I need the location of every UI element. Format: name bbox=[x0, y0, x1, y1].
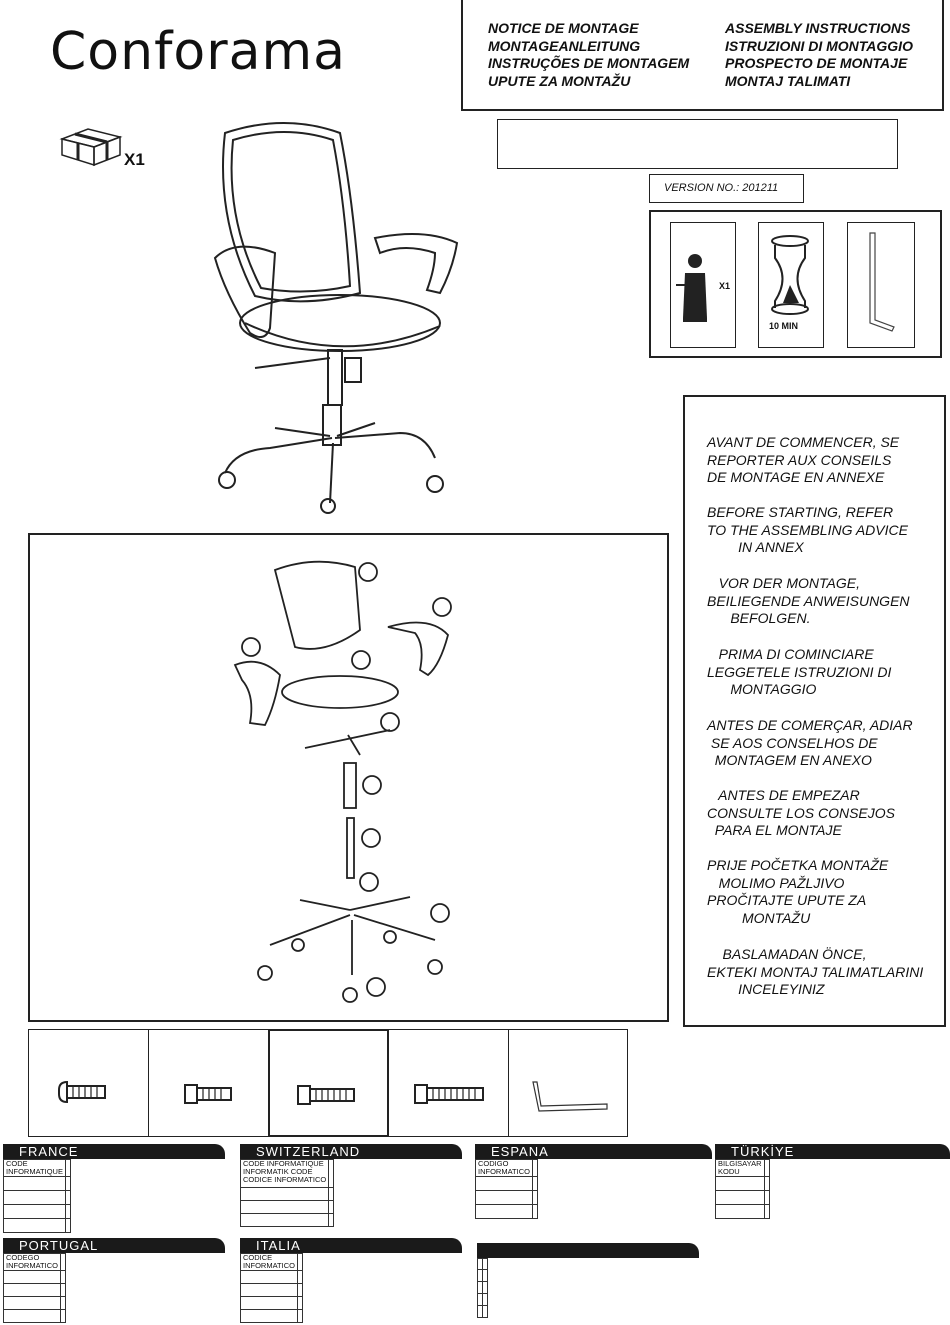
title-box bbox=[461, 0, 944, 111]
hex-bolt-short-icon bbox=[149, 1030, 267, 1134]
title-de: MONTAGEANLEITUNG bbox=[488, 37, 641, 54]
gas-cover-part bbox=[344, 763, 356, 808]
caster-part bbox=[258, 966, 272, 980]
time-label: 10 MIN bbox=[769, 321, 799, 331]
advice-hr: PRIJE POČETKA MONTAŽE MOLIMO PAŽLJIVO PROČITAJTE UPUTE ZA MONTAŽU bbox=[707, 857, 889, 926]
code-table bbox=[240, 1253, 303, 1323]
version-label: VERSION NO.: 201211 bbox=[649, 174, 804, 203]
title-tr: MONTAJ TALIMATI bbox=[725, 72, 851, 89]
code-table bbox=[475, 1159, 538, 1219]
title-it: ISTRUZIONI DI MONTAGGIO bbox=[725, 37, 913, 54]
persons-count: X1 bbox=[719, 281, 731, 291]
base-part bbox=[270, 897, 435, 975]
code-label: CODIGO INFORMATICO bbox=[476, 1160, 533, 1177]
parts-diagram bbox=[28, 533, 669, 1022]
country-name: TÜRKİYE bbox=[715, 1144, 950, 1159]
seat-part bbox=[282, 676, 398, 708]
titles-right bbox=[725, 20, 913, 90]
country-name: FRANCE bbox=[3, 1144, 225, 1159]
code-table bbox=[477, 1258, 488, 1318]
code-label: CODEGO INFORMATICO bbox=[4, 1254, 61, 1271]
time-panel bbox=[758, 222, 824, 348]
armrest-right-part bbox=[388, 623, 448, 676]
advice-it: PRIMA DI COMINCIARE LEGGETELE ISTRUZIONI DI MONTAGGIO bbox=[707, 646, 892, 698]
title-es: PROSPECTO DE MONTAJE bbox=[725, 55, 908, 71]
armrest-left-part bbox=[235, 662, 280, 725]
round-bolt-icon bbox=[29, 1030, 147, 1134]
hourglass-icon bbox=[759, 223, 822, 323]
country-name: PORTUGAL bbox=[3, 1238, 225, 1253]
country-name: ESPANA bbox=[475, 1144, 712, 1159]
code-label: CODE INFORMATIQUE INFORMATIK CODE CODICE INFORMATICO bbox=[241, 1160, 329, 1188]
country-name: ITALIA bbox=[240, 1238, 462, 1253]
mechanism-part bbox=[305, 730, 390, 755]
product-name-box bbox=[497, 119, 898, 169]
allen-key-icon bbox=[848, 223, 914, 343]
title-pt: INSTRUÇÕES DE MONTAGEM bbox=[488, 55, 690, 71]
code-table bbox=[3, 1159, 71, 1233]
brand-logo: Conforama bbox=[50, 22, 346, 82]
advice-es: ANTES DE EMPEZAR CONSULTE LOS CONSEJOS PARA EL MONTAJE bbox=[707, 787, 896, 839]
hex-bolt-medium-icon bbox=[270, 1031, 388, 1135]
country-name: SWITZERLAND bbox=[240, 1144, 462, 1159]
advice-de: VOR DER MONTAGE, BEILIEGENDE ANWEISUNGEN BEFOLGEN. bbox=[707, 575, 910, 627]
country-name bbox=[477, 1243, 699, 1258]
code-label: CODE INFORMATIQUE bbox=[4, 1160, 66, 1177]
backrest-part bbox=[275, 562, 360, 649]
advice-pt: ANTES DE COMERÇAR, ADIAR SE AOS CONSELHOS DE MONTAGEM EN ANEXO bbox=[707, 717, 913, 769]
tool-panel bbox=[847, 222, 915, 348]
advice-fr: AVANT DE COMMENCER, SE REPORTER AUX CONSEILS DE MONTAGE EN ANNEXE bbox=[707, 434, 900, 486]
hardware-box-5 bbox=[508, 1029, 628, 1137]
advice-tr: BASLAMADAN ÖNCE, EKTEKI MONTAJ TALIMATLARINI INCELEYINIZ bbox=[707, 946, 924, 998]
title-hr: UPUTE ZA MONTAŽU bbox=[488, 72, 631, 89]
office-chair-illustration bbox=[195, 118, 470, 518]
code-label: CODICE INFORMATICO bbox=[241, 1254, 298, 1271]
title-en: ASSEMBLY INSTRUCTIONS bbox=[725, 20, 911, 36]
hardware-box-3 bbox=[268, 1029, 389, 1137]
hex-bolt-long-icon bbox=[389, 1030, 507, 1134]
exploded-parts-drawing bbox=[30, 535, 667, 1020]
allen-wrench-icon bbox=[509, 1030, 625, 1134]
titles-left bbox=[488, 20, 689, 90]
code-label: BILGİSAYAR KODU bbox=[716, 1160, 765, 1177]
code-table bbox=[715, 1159, 770, 1219]
advice-box bbox=[683, 395, 946, 1027]
persons-panel bbox=[670, 222, 736, 348]
requirements-box bbox=[649, 210, 942, 358]
package-icon bbox=[58, 125, 128, 170]
gas-lift-part bbox=[347, 818, 354, 878]
hardware-box-1 bbox=[28, 1029, 149, 1137]
hardware-box-4 bbox=[388, 1029, 509, 1137]
code-table bbox=[3, 1253, 66, 1323]
hardware-box-2 bbox=[148, 1029, 269, 1137]
advice-en: BEFORE STARTING, REFER TO THE ASSEMBLING ADVICE IN ANNEX bbox=[707, 504, 908, 556]
title-fr: NOTICE DE MONTAGE bbox=[488, 20, 639, 36]
code-table bbox=[240, 1159, 334, 1227]
package-count: X1 bbox=[124, 150, 145, 169]
